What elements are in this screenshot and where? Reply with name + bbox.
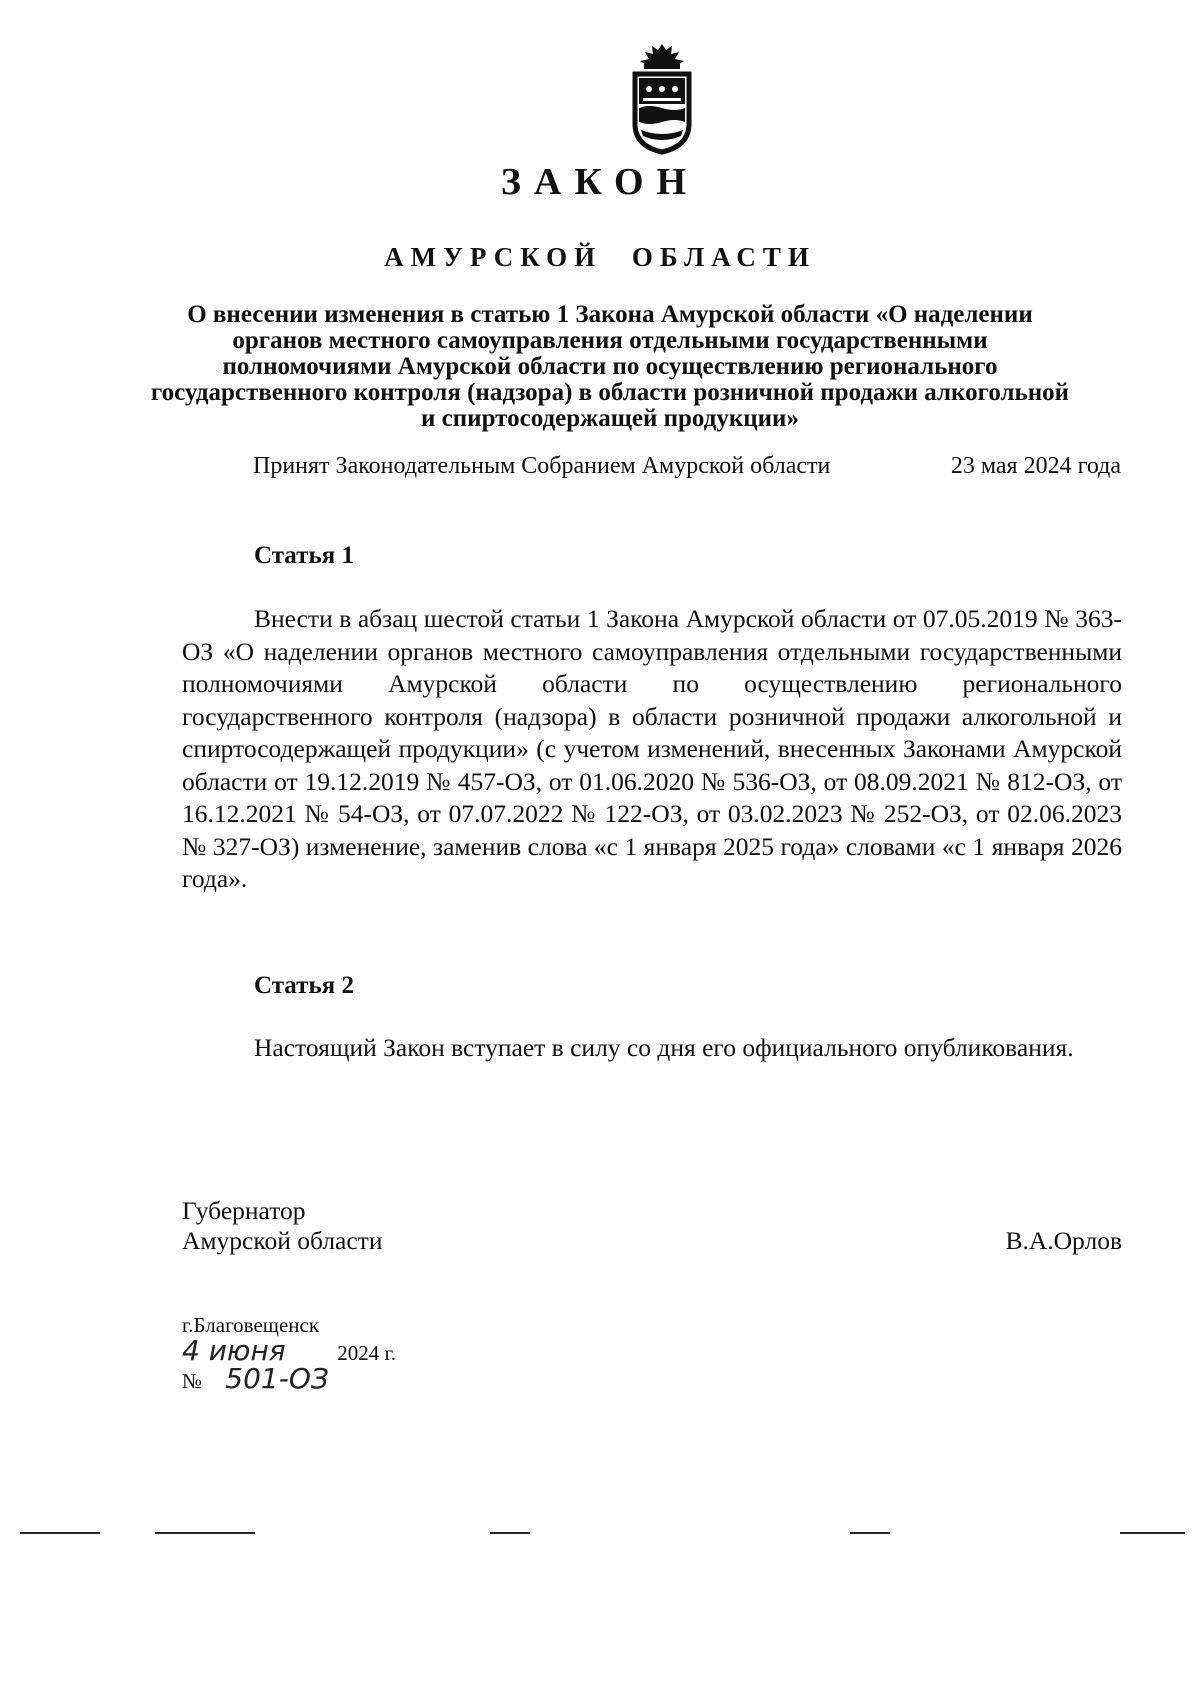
coat-of-arms-icon — [627, 42, 697, 156]
handwritten-date: 4 июня — [182, 1334, 286, 1367]
law-name: О внесении изменения в статью 1 Закона Амурской области «О наделении органов местного самоуправления отдельными государственными полномочиями Амурской области по осуществлению регионального государственного контроля (надзора) в области розничной продажи алкогольной и спиртосодержащей продукции» — [150, 301, 1070, 432]
signer-position-line2: Амурской области — [182, 1226, 383, 1255]
scan-artifact-dashes — [0, 1530, 1200, 1536]
adoption-text: Принят Законодательным Собранием Амурской области — [253, 453, 831, 479]
signer-name: В.А.Орлов — [1005, 1226, 1122, 1255]
document-title: ЗАКОН — [500, 161, 700, 203]
article-2-text: Настоящий Закон вступает в силу со дня его официального опубликования. — [254, 1033, 1074, 1062]
law-number — [182, 1362, 396, 1395]
adoption-date: 23 мая 2024 года — [950, 453, 1121, 479]
document-subtitle: АМУРСКОЙ ОБЛАСТИ — [384, 242, 816, 272]
number-sign: № — [182, 1369, 203, 1393]
city: г.Благовещенск — [182, 1313, 320, 1337]
handwritten-number: 501-ОЗ — [225, 1362, 329, 1395]
article-1-heading: Статья 1 — [254, 542, 354, 569]
signature-block — [182, 1196, 1122, 1256]
article-2-heading: Статья 2 — [254, 972, 354, 999]
adoption-line — [253, 453, 1121, 480]
place-date-number — [182, 1312, 396, 1394]
signer-position-line1: Губернатор — [182, 1196, 306, 1225]
article-1-text: Внести в абзац шестой статьи 1 Закона Амурской области от 07.05.2019 № 363-ОЗ «О наделении органов местного самоуправления отдельными государственными полномочиями Амурской области по осуществлению регионального государственного контроля (надзора) в области розничной продажи алкогольной и спиртосодержащей продукции» (с учетом изменений, внесенных Законами Амурской области от 19.12.2019 № 457-ОЗ, от 01.06.2020 № 536-ОЗ, от 08.09.2021 № 812-ОЗ, от 16.12.2021 № 54-ОЗ, от 07.07.2022 № 122-ОЗ, от 03.02.2023 № 252-ОЗ, от 02.06.2023 № 327-ОЗ) изменение, заменив слова «с 1 января 2025 года» словами «с 1 января 2026 года». — [182, 604, 1122, 893]
signing-year: 2024 г. — [337, 1341, 396, 1365]
